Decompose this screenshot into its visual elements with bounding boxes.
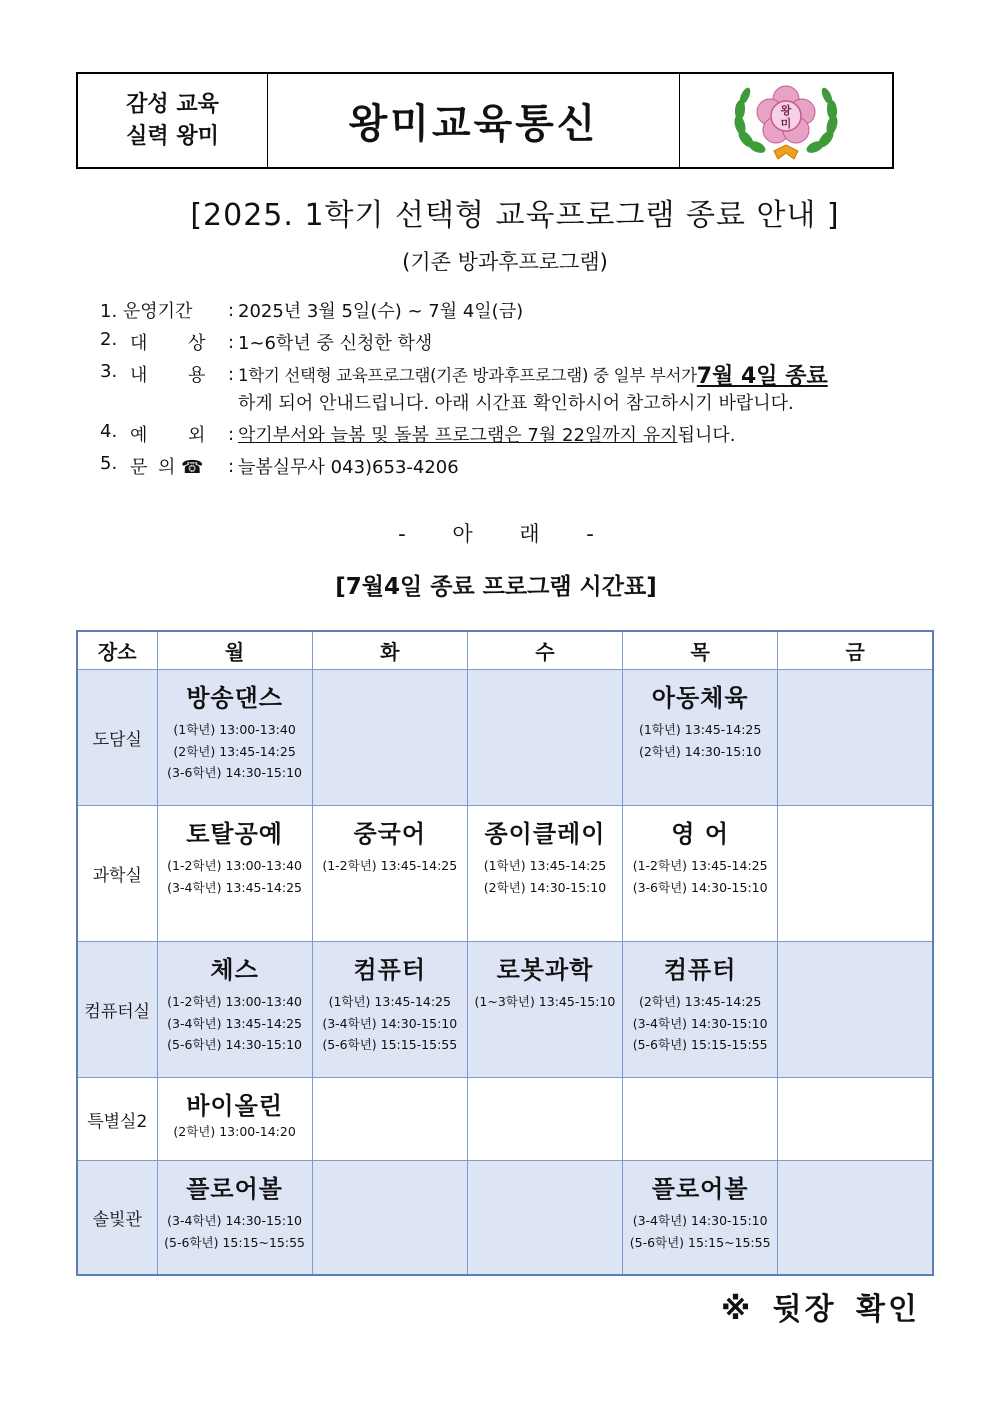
program-cell bbox=[623, 1078, 778, 1161]
program-name: 플로어볼 bbox=[186, 1175, 283, 1203]
info-label-char: 문 bbox=[130, 457, 148, 478]
info-number: 5. bbox=[100, 453, 118, 474]
info-value: 1~6학년 중 신청한 학생 bbox=[238, 333, 433, 354]
program-time: (3-4학년) 14:30-15:10 bbox=[167, 1213, 303, 1228]
program-time: (3-6학년) 14:30-15:10 bbox=[167, 765, 303, 780]
program-time: (3-4학년) 14:30-15:10 bbox=[322, 1015, 458, 1031]
program-time: (1-2학년) 13:00-13:40 bbox=[167, 994, 303, 1009]
program-time: (5-6학년) 15:15~15:55 bbox=[164, 1234, 305, 1250]
info-label bbox=[100, 329, 228, 355]
program-name: 바이올린 bbox=[186, 1092, 283, 1120]
info-content bbox=[100, 358, 930, 390]
school-emblem-icon bbox=[726, 79, 846, 163]
program-cell bbox=[312, 1161, 467, 1276]
program-name: 영 어 bbox=[671, 820, 730, 848]
info-value: 2025년 3월 5일(수) ~ 7월 4일(금) bbox=[238, 301, 524, 322]
place-cell: 특별실2 bbox=[77, 1078, 157, 1161]
info-contact bbox=[100, 450, 930, 482]
info-value: 늘봄실무사 043)653-4206 bbox=[238, 457, 459, 478]
info-colon: : bbox=[228, 455, 235, 477]
header-tue: 화 bbox=[312, 631, 467, 670]
end-date-emphasis: 7월 4일 종료 bbox=[696, 363, 828, 389]
program-time: (3-4학년) 13:45-14:25 bbox=[167, 879, 303, 895]
header-fri: 금 bbox=[778, 631, 933, 670]
program-cell bbox=[157, 670, 312, 806]
program-cell bbox=[157, 1078, 312, 1161]
table-row bbox=[77, 1161, 933, 1276]
program-name: 중국어 bbox=[353, 820, 427, 848]
table-header-row bbox=[77, 631, 933, 670]
program-cell bbox=[312, 670, 467, 806]
info-number: 3. bbox=[100, 361, 118, 382]
info-colon: : bbox=[228, 299, 235, 321]
program-cell bbox=[467, 1078, 622, 1161]
table-row bbox=[77, 942, 933, 1078]
info-label bbox=[100, 361, 228, 387]
program-cell bbox=[312, 942, 467, 1078]
program-cell bbox=[467, 942, 622, 1078]
program-time: (2학년) 14:30-15:10 bbox=[638, 743, 762, 759]
info-label-char: 예 bbox=[130, 425, 148, 446]
back-page-notice: ※ 뒷장 확인 bbox=[721, 1292, 920, 1327]
info-number: 2. bbox=[100, 329, 118, 350]
program-cell bbox=[778, 1078, 933, 1161]
program-name: 로봇과학 bbox=[496, 956, 594, 984]
program-cell bbox=[623, 670, 778, 806]
program-time: (3-4학년) 14:30-15:10 bbox=[632, 1213, 768, 1228]
program-time: (1학년) 13:45-14:25 bbox=[328, 994, 451, 1009]
program-cell bbox=[623, 942, 778, 1078]
newsletter-header bbox=[76, 72, 894, 169]
info-label bbox=[100, 453, 228, 479]
program-cell bbox=[778, 806, 933, 942]
program-cell bbox=[312, 1078, 467, 1161]
program-time: (1학년) 13:00-13:40 bbox=[173, 722, 296, 737]
program-cell bbox=[778, 1161, 933, 1276]
program-name: 컴퓨터 bbox=[663, 956, 737, 984]
program-cell bbox=[623, 1161, 778, 1276]
program-time: (2학년) 13:45-14:25 bbox=[638, 994, 762, 1009]
program-name: 체스 bbox=[210, 956, 259, 984]
header-wed: 수 bbox=[467, 631, 622, 670]
program-time: (1학년) 13:45-14:25 bbox=[483, 858, 607, 873]
program-cell bbox=[467, 1161, 622, 1276]
logo-text-bottom: 미 bbox=[780, 116, 792, 130]
program-time: (1-2학년) 13:00-13:40 bbox=[167, 858, 303, 873]
info-value: 하게 되어 안내드립니다. 아래 시간표 확인하시어 참고하시기 바랍니다. bbox=[238, 393, 794, 414]
info-label-char: 의 ☎ bbox=[158, 457, 204, 478]
program-time: (2학년) 13:00-14:20 bbox=[173, 1124, 296, 1139]
info-colon: : bbox=[228, 423, 235, 445]
schedule-table bbox=[76, 630, 934, 1276]
info-label-char: 외 bbox=[188, 425, 206, 446]
info-exception bbox=[100, 418, 930, 450]
header-mon: 월 bbox=[157, 631, 312, 670]
notice-subtitle: (기존 방과후프로그램) bbox=[402, 250, 608, 274]
program-name: 아동체육 bbox=[651, 684, 749, 712]
program-time: (1-2학년) 13:45-14:25 bbox=[632, 858, 768, 873]
place-cell: 컴퓨터실 bbox=[77, 942, 157, 1078]
school-logo bbox=[680, 74, 892, 167]
motto-line-2: 실력 왕미 bbox=[126, 123, 219, 149]
program-time: (5-6학년) 15:15-15:55 bbox=[322, 1037, 458, 1052]
schedule-title: [7월4일 종료 프로그램 시간표] bbox=[335, 574, 657, 600]
program-time: (1-2학년) 13:45-14:25 bbox=[322, 858, 458, 873]
info-label-char: 상 bbox=[188, 333, 206, 354]
info-list bbox=[100, 294, 930, 482]
program-cell bbox=[157, 806, 312, 942]
info-label-char: 대 bbox=[130, 333, 148, 354]
logo-text-top: 왕 bbox=[780, 103, 792, 117]
info-period bbox=[100, 294, 930, 326]
info-target bbox=[100, 326, 930, 358]
program-time: (1학년) 13:45-14:25 bbox=[638, 722, 762, 737]
place-cell: 솔빛관 bbox=[77, 1161, 157, 1276]
info-label-char: 용 bbox=[188, 365, 206, 386]
section-marker: - 아 래 - bbox=[398, 522, 594, 546]
info-content-continued bbox=[100, 386, 930, 418]
program-time: (3-6학년) 14:30-15:10 bbox=[632, 879, 768, 895]
info-label: 1. 운영기간 bbox=[100, 301, 193, 322]
program-cell bbox=[157, 942, 312, 1078]
program-time: (3-4학년) 13:45-14:25 bbox=[167, 1015, 303, 1031]
info-label-char: 내 bbox=[130, 365, 148, 386]
info-colon: : bbox=[228, 331, 235, 353]
place-cell: 과학실 bbox=[77, 806, 157, 942]
info-label bbox=[100, 421, 228, 447]
program-cell bbox=[778, 670, 933, 806]
exception-underlined: 악기부서와 늘봄 및 돌봄 프로그램은 7월 22일까지 유지 bbox=[238, 425, 678, 446]
program-cell bbox=[467, 670, 622, 806]
program-time: (5-6학년) 15:15~15:55 bbox=[629, 1234, 771, 1250]
place-cell: 도담실 bbox=[77, 670, 157, 806]
header-place: 장소 bbox=[77, 631, 157, 670]
program-cell bbox=[157, 1161, 312, 1276]
program-cell bbox=[467, 806, 622, 942]
program-time: (5-6학년) 14:30-15:10 bbox=[167, 1037, 303, 1052]
program-time: (2학년) 13:45-14:25 bbox=[173, 743, 296, 759]
program-time: (3-4학년) 14:30-15:10 bbox=[632, 1015, 768, 1031]
program-name: 토탈공예 bbox=[186, 820, 283, 848]
info-value: 됩니다. bbox=[677, 425, 736, 446]
info-number: 4. bbox=[100, 421, 118, 442]
program-time: (1~3학년) 13:45-15:10 bbox=[474, 994, 616, 1009]
school-motto bbox=[78, 74, 268, 167]
newsletter-title: 왕미교육통신 bbox=[268, 74, 680, 167]
program-name: 방송댄스 bbox=[186, 684, 283, 712]
program-time: (5-6학년) 15:15-15:55 bbox=[632, 1037, 768, 1052]
program-name: 컴퓨터 bbox=[353, 956, 427, 984]
program-time: (2학년) 14:30-15:10 bbox=[483, 879, 607, 895]
program-name: 플로어볼 bbox=[651, 1175, 749, 1203]
info-colon: : bbox=[228, 363, 235, 385]
table-row bbox=[77, 670, 933, 806]
program-cell bbox=[623, 806, 778, 942]
program-cell bbox=[778, 942, 933, 1078]
table-row bbox=[77, 806, 933, 942]
header-thu: 목 bbox=[623, 631, 778, 670]
program-cell bbox=[312, 806, 467, 942]
table-row bbox=[77, 1078, 933, 1161]
notice-title: [2025. 1학기 선택형 교육프로그램 종료 안내 ] bbox=[190, 198, 840, 233]
info-value: 1학기 선택형 교육프로그램(기존 방과후프로그램) 중 일부 부서가 bbox=[238, 366, 697, 385]
program-name: 종이클레이 bbox=[484, 820, 606, 848]
motto-line-1: 감성 교육 bbox=[126, 91, 219, 117]
